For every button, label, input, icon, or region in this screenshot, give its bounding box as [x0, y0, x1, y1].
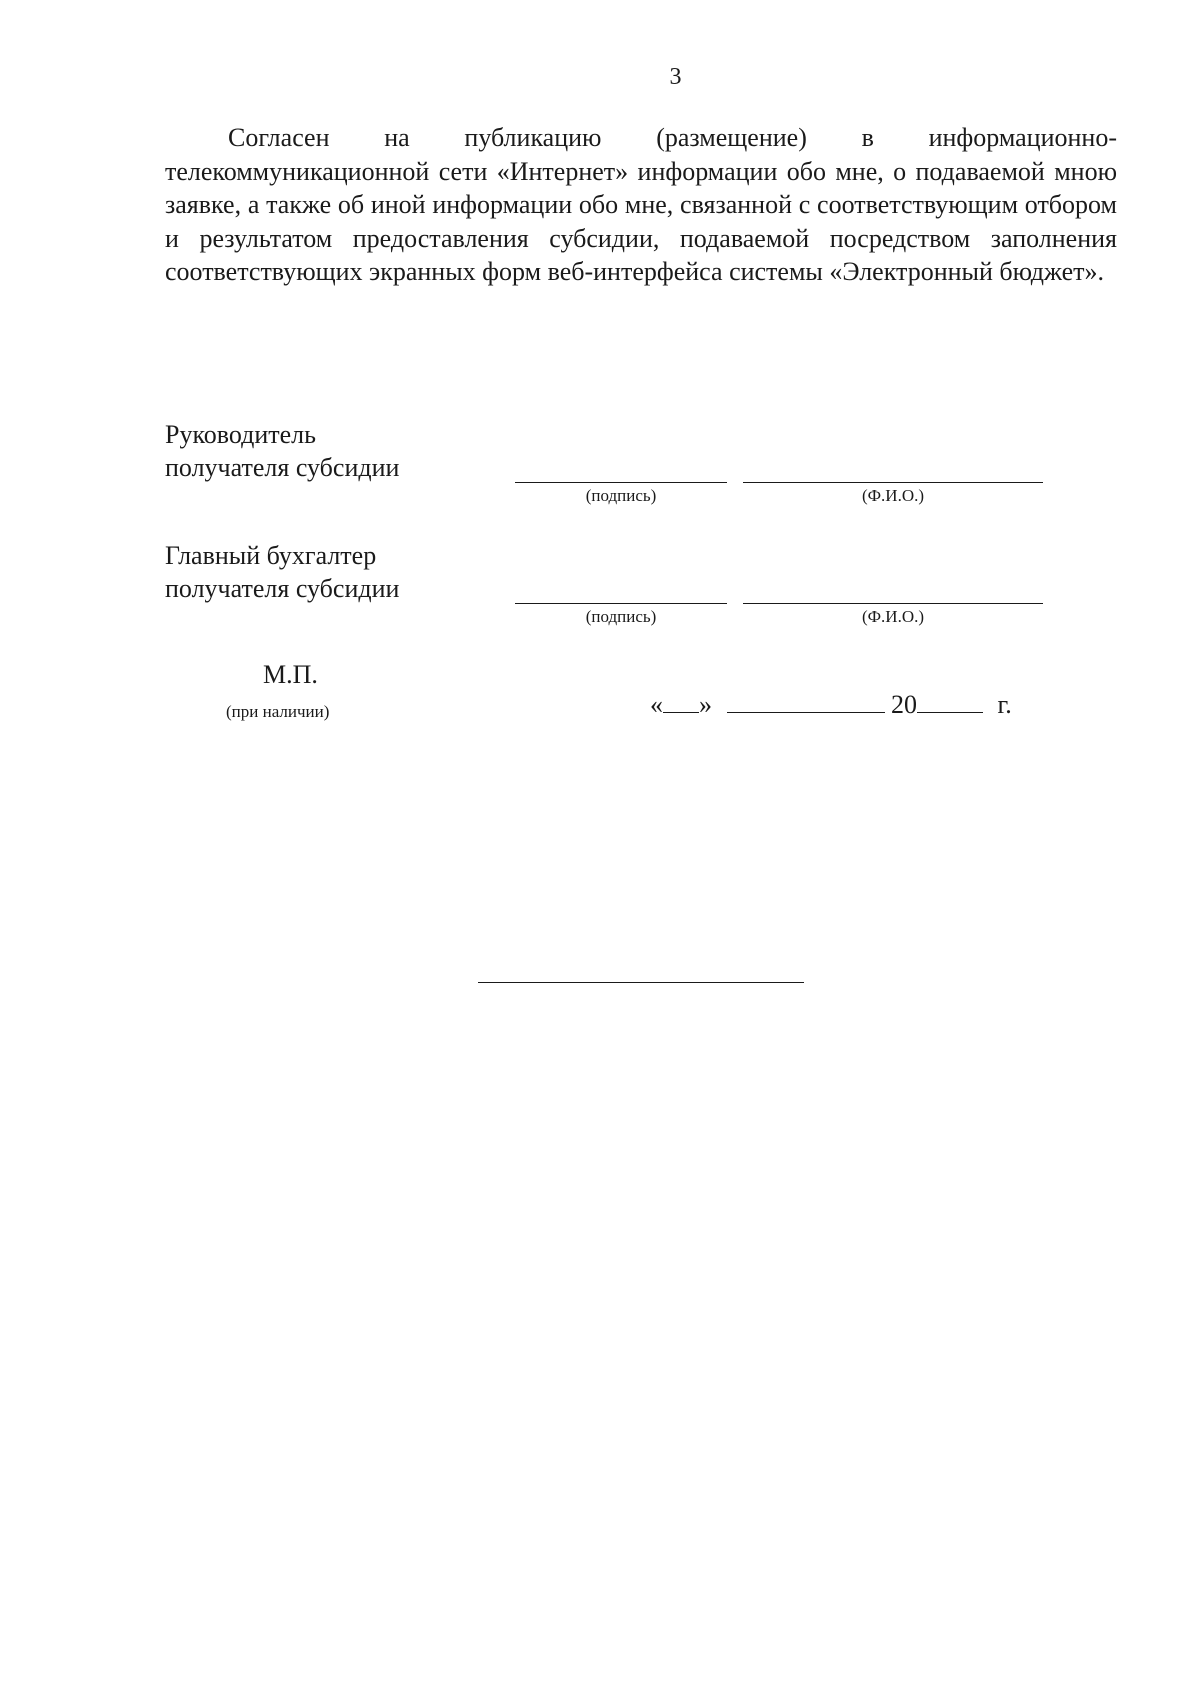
page-number: 3	[669, 64, 682, 90]
accountant-signature-caption: (подпись)	[585, 607, 657, 626]
date-year-suffix: г.	[997, 690, 1012, 719]
head-signature-line[interactable]	[515, 482, 727, 483]
date-year-prefix: 20	[891, 690, 917, 719]
date-row	[650, 690, 1012, 720]
date-close-quote: »	[699, 690, 712, 719]
head-name-line[interactable]	[743, 482, 1043, 483]
head-signature-caption: (подпись)	[585, 486, 657, 505]
role-line-1: Руководитель	[165, 420, 316, 449]
date-year-blank[interactable]	[917, 690, 983, 713]
stamp-label: М.П.	[263, 660, 318, 689]
role-line-2: получателя субсидии	[165, 453, 400, 482]
date-month-blank[interactable]	[727, 690, 885, 713]
head-name-caption: (Ф.И.О.)	[861, 486, 925, 505]
stamp-caption: (при наличии)	[226, 702, 330, 721]
accountant-name-caption: (Ф.И.О.)	[861, 607, 925, 626]
accountant-signature-line[interactable]	[515, 603, 727, 604]
footer-divider	[478, 982, 804, 983]
date-open-quote: «	[650, 690, 663, 719]
role-line-1: Главный бухгалтер	[165, 541, 377, 570]
consent-paragraph: Согласен на публикацию (размещение) в информационно-телекоммуникационной сети «Интернет» информации обо мне, о подаваемой мною заявке, а также об иной информации обо мне, связанной с соответствующим отбором и результатом предоставления субсидии, подаваемой посредством заполнения соответствующих экранных форм веб-интерфейса системы «Электронный бюджет».	[165, 123, 1117, 286]
role-line-2: получателя субсидии	[165, 574, 400, 603]
accountant-name-line[interactable]	[743, 603, 1043, 604]
signature-role-head	[165, 418, 485, 484]
date-day-blank[interactable]	[663, 690, 699, 713]
signature-role-accountant	[165, 539, 485, 605]
